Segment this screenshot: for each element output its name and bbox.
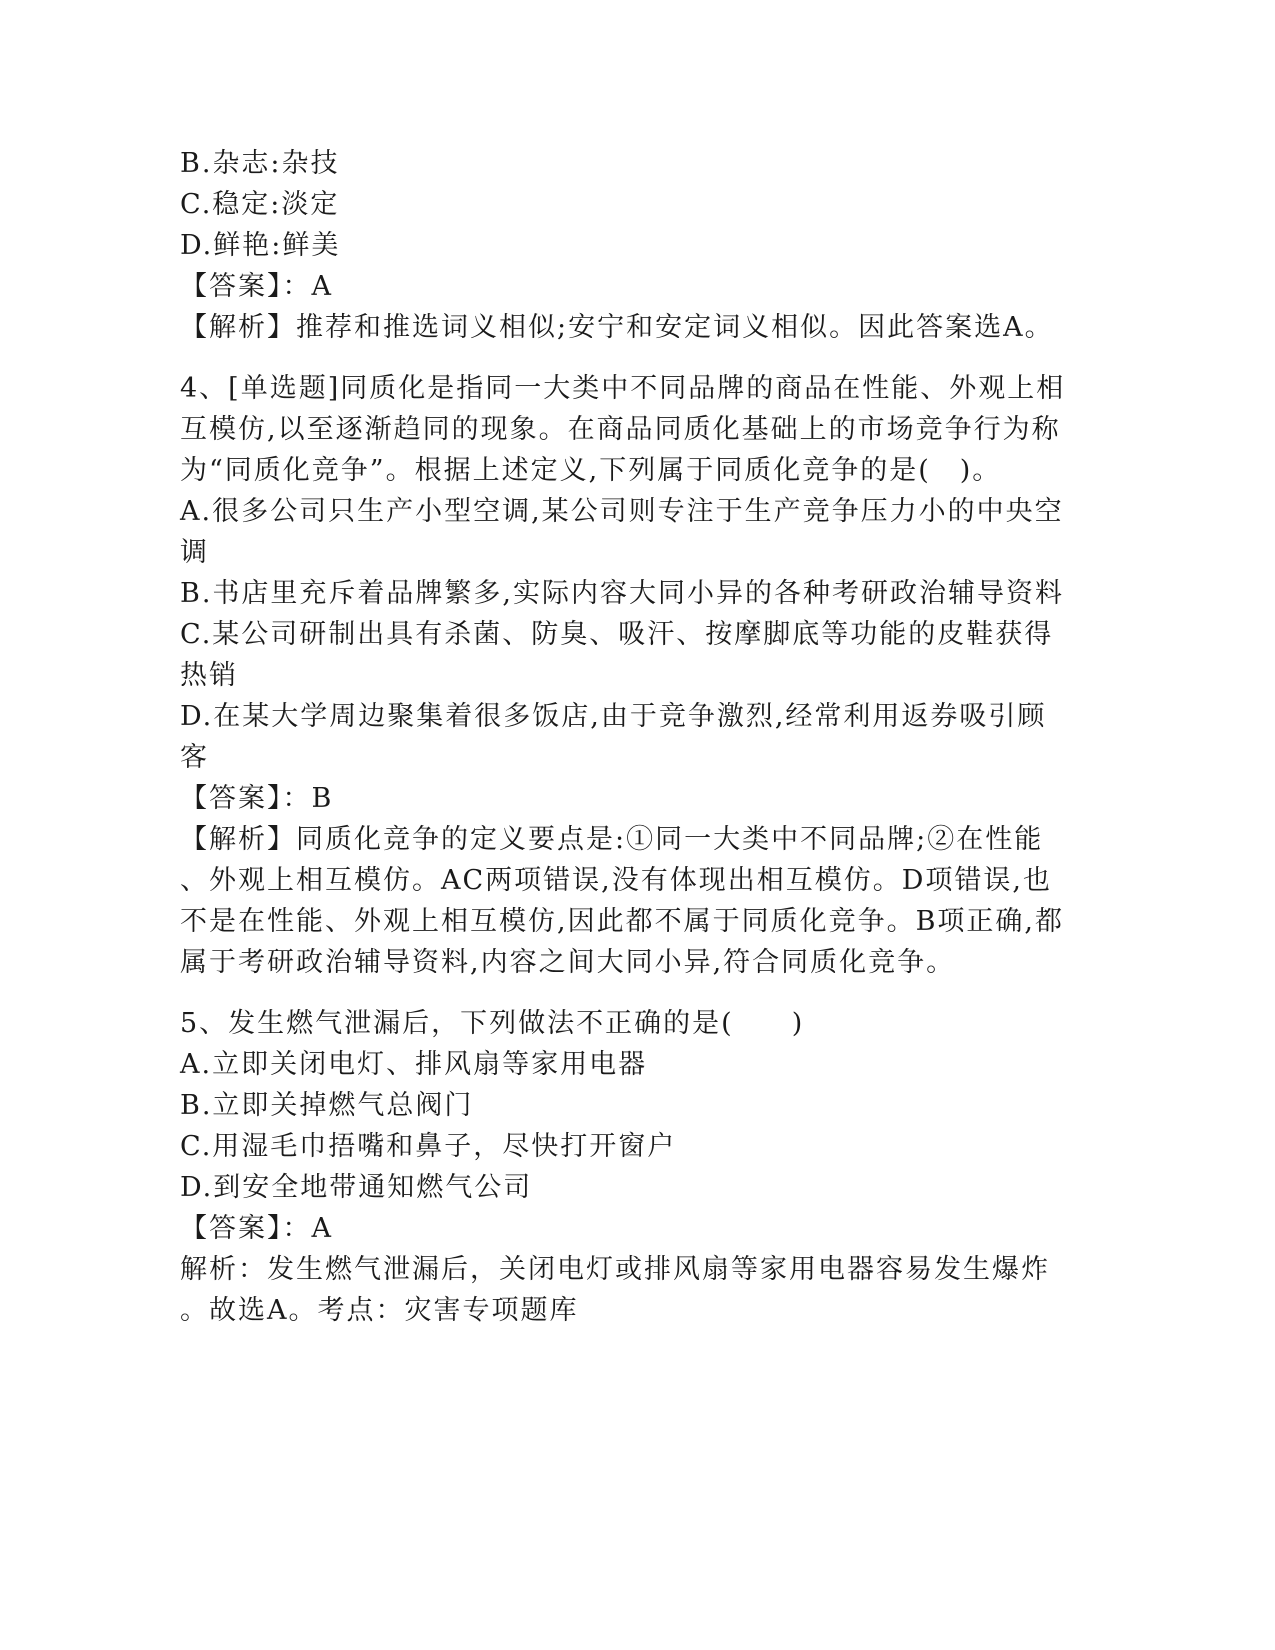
q4-analysis-line: 不是在性能、外观上相互模仿,因此都不属于同质化竞争。B项正确,都	[180, 906, 1065, 937]
question-5	[180, 1003, 1060, 1331]
q5-analysis-line: 。故选A。考点：灾害专项题库	[180, 1295, 579, 1326]
q4-answer: 【答案】：B	[180, 783, 334, 814]
q4-option-c-cont: 热销	[180, 660, 238, 691]
q5-answer: 【答案】：A	[180, 1213, 333, 1244]
document-page	[180, 143, 1066, 1331]
q4-stem-line: 互模仿,以至逐渐趋同的现象。在商品同质化基础上的市场竞争行为称	[180, 414, 1061, 445]
q4-analysis-line: 属于考研政治辅导资料,内容之间大同小异,符合同质化竞争。	[180, 947, 956, 978]
q4-stem-line: 4、[单选题]同质化是指同一大类中不同品牌的商品在性能、外观上相	[180, 373, 1066, 404]
q3-analysis: 【解析】推荐和推选词义相似;安宁和安定词义相似。因此答案选A。	[180, 312, 1054, 343]
q4-option-c: C.某公司研制出具有杀菌、防臭、吸汗、按摩脚底等功能的皮鞋获得	[180, 619, 1054, 650]
question-4	[180, 368, 1066, 983]
q3-option-b: B.杂志:杂技	[180, 148, 340, 179]
q4-option-d: D.在某大学周边聚集着很多饭店,由于竞争激烈,经常利用返券吸引顾	[180, 701, 1047, 732]
q4-analysis-line: 【解析】同质化竞争的定义要点是:①同一大类中不同品牌;②在性能	[180, 824, 1044, 855]
q4-option-d-cont: 客	[180, 742, 209, 773]
q4-option-b: B.书店里充斥着品牌繁多,实际内容大同小异的各种考研政治辅导资料	[180, 578, 1065, 609]
q5-option-d: D.到安全地带通知燃气公司	[180, 1172, 533, 1203]
q5-option-c: C.用湿毛巾捂嘴和鼻子，尽快打开窗户	[180, 1131, 677, 1162]
q5-option-a: A.立即关闭电灯、排风扇等家用电器	[180, 1049, 648, 1080]
q5-option-b: B.立即关掉燃气总阀门	[180, 1090, 474, 1121]
q4-stem-line: 为“同质化竞争”。根据上述定义,下列属于同质化竞争的是( )。	[180, 455, 1002, 486]
q4-option-a-cont: 调	[180, 537, 209, 568]
q3-option-d: D.鲜艳:鲜美	[180, 230, 341, 261]
q4-option-a: A.很多公司只生产小型空调,某公司则专注于生产竞争压力小的中央空	[180, 496, 1064, 527]
question-3-continued	[180, 143, 1060, 348]
q5-analysis-line: 解析：发生燃气泄漏后，关闭电灯或排风扇等家用电器容易发生爆炸	[180, 1254, 1050, 1285]
q3-option-c: C.稳定:淡定	[180, 189, 340, 220]
q4-analysis-line: 、外观上相互模仿。AC两项错误,没有体现出相互模仿。D项错误,也	[180, 865, 1052, 896]
q5-stem: 5、发生燃气泄漏后，下列做法不正确的是( )	[180, 1008, 805, 1039]
q3-answer: 【答案】：A	[180, 271, 333, 302]
